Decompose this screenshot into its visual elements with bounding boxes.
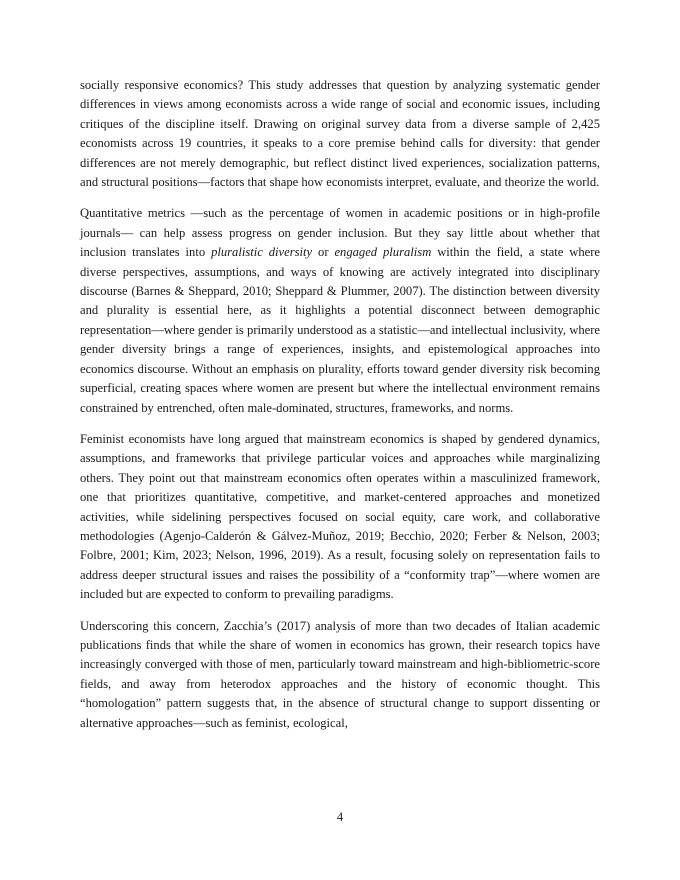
paragraph-1	[80, 76, 600, 192]
italic-term-pluralistic-diversity: pluralistic diversity	[211, 245, 313, 260]
paragraph-4-text: Underscoring this concern, Zacchia’s (2017) analysis of more than two decades of Italian academic publications finds that while the share of women in economics has grown, their research topics have increasingly converged with those of men, particularly toward mainstream and high-bibliometric-score fields, and away from heterodox approaches and the history of economic thought. This “homologation” pattern suggests that, in the absence of structural change to support dissenting or alternative approaches—such as feminist, ecological,	[80, 618, 600, 730]
paragraph-4	[80, 617, 600, 733]
paragraph-3-text: Feminist economists have long argued that mainstream economics is shaped by gendered dynamics, assumptions, and frameworks that privilege particular voices and approaches while marginalizing others. They point out that mainstream economics often operates within a masculinized framework, one that prioritizes quantitative, competitive, and market-centered approaches and monetized activities, while sidelining perspectives focused on social equity, care work, and collaborative methodologies (Agenjo-Calderón & Gálvez-Muñoz, 2019; Becchio, 2020; Ferber & Nelson, 2003; Folbre, 2001; Kim, 2023; Nelson, 1996, 2019). As a result, focusing solely on representation fails to address deeper structural issues and raises the possibility of a “conformity trap”—where women are included but are expected to conform to prevailing paradigms.	[80, 431, 600, 602]
page-body	[80, 76, 600, 745]
page-number: 4	[336, 810, 344, 824]
paragraph-2-text-c: within the field, a state where diverse perspectives, assumptions, and ways of knowing are actively integrated into disciplinary discourse (Barnes & Sheppard, 2010; Sheppard & Plummer, 2007). The distinction between diversity and plurality is essential here, as it highlights a potential disconnect between demographic representation—where gender is primarily understood as a statistic—and intellectual inclusivity, where gender diversity brings a range of experiences, insights, and epistemological approaches into economics discourse. Without an emphasis on plurality, efforts toward gender diversity risk becoming superficial, creating spaces where women are present but where the intellectual environment remains constrained by entrenched, often male-dominated, structures, frameworks, and norms.	[80, 245, 600, 415]
paragraph-2	[80, 204, 600, 417]
paragraph-2-text-a: Quantitative metrics —such as the percentage of women in academic positions or in high-profile journals— can help assess progress on gender inclusion. But they say little about whether that inclusion translates into	[80, 206, 600, 260]
paragraph-1-text: socially responsive economics? This study addresses that question by analyzing systematic gender differences in views among economists across a wide range of social and economic issues, including critiques of the discipline itself. Drawing on original survey data from a diverse sample of 2,425 economists across 19 countries, it speaks to a core premise behind calls for diversity: that gender differences are not merely demographic, but reflect distinct lived experiences, socialization patterns, and structural positions—factors that shape how economists interpret, evaluate, and theorize the world.	[80, 78, 600, 190]
italic-term-engaged-pluralism: engaged pluralism	[334, 245, 432, 260]
paragraph-3	[80, 430, 600, 605]
paragraph-2-text-b: or	[312, 245, 335, 260]
